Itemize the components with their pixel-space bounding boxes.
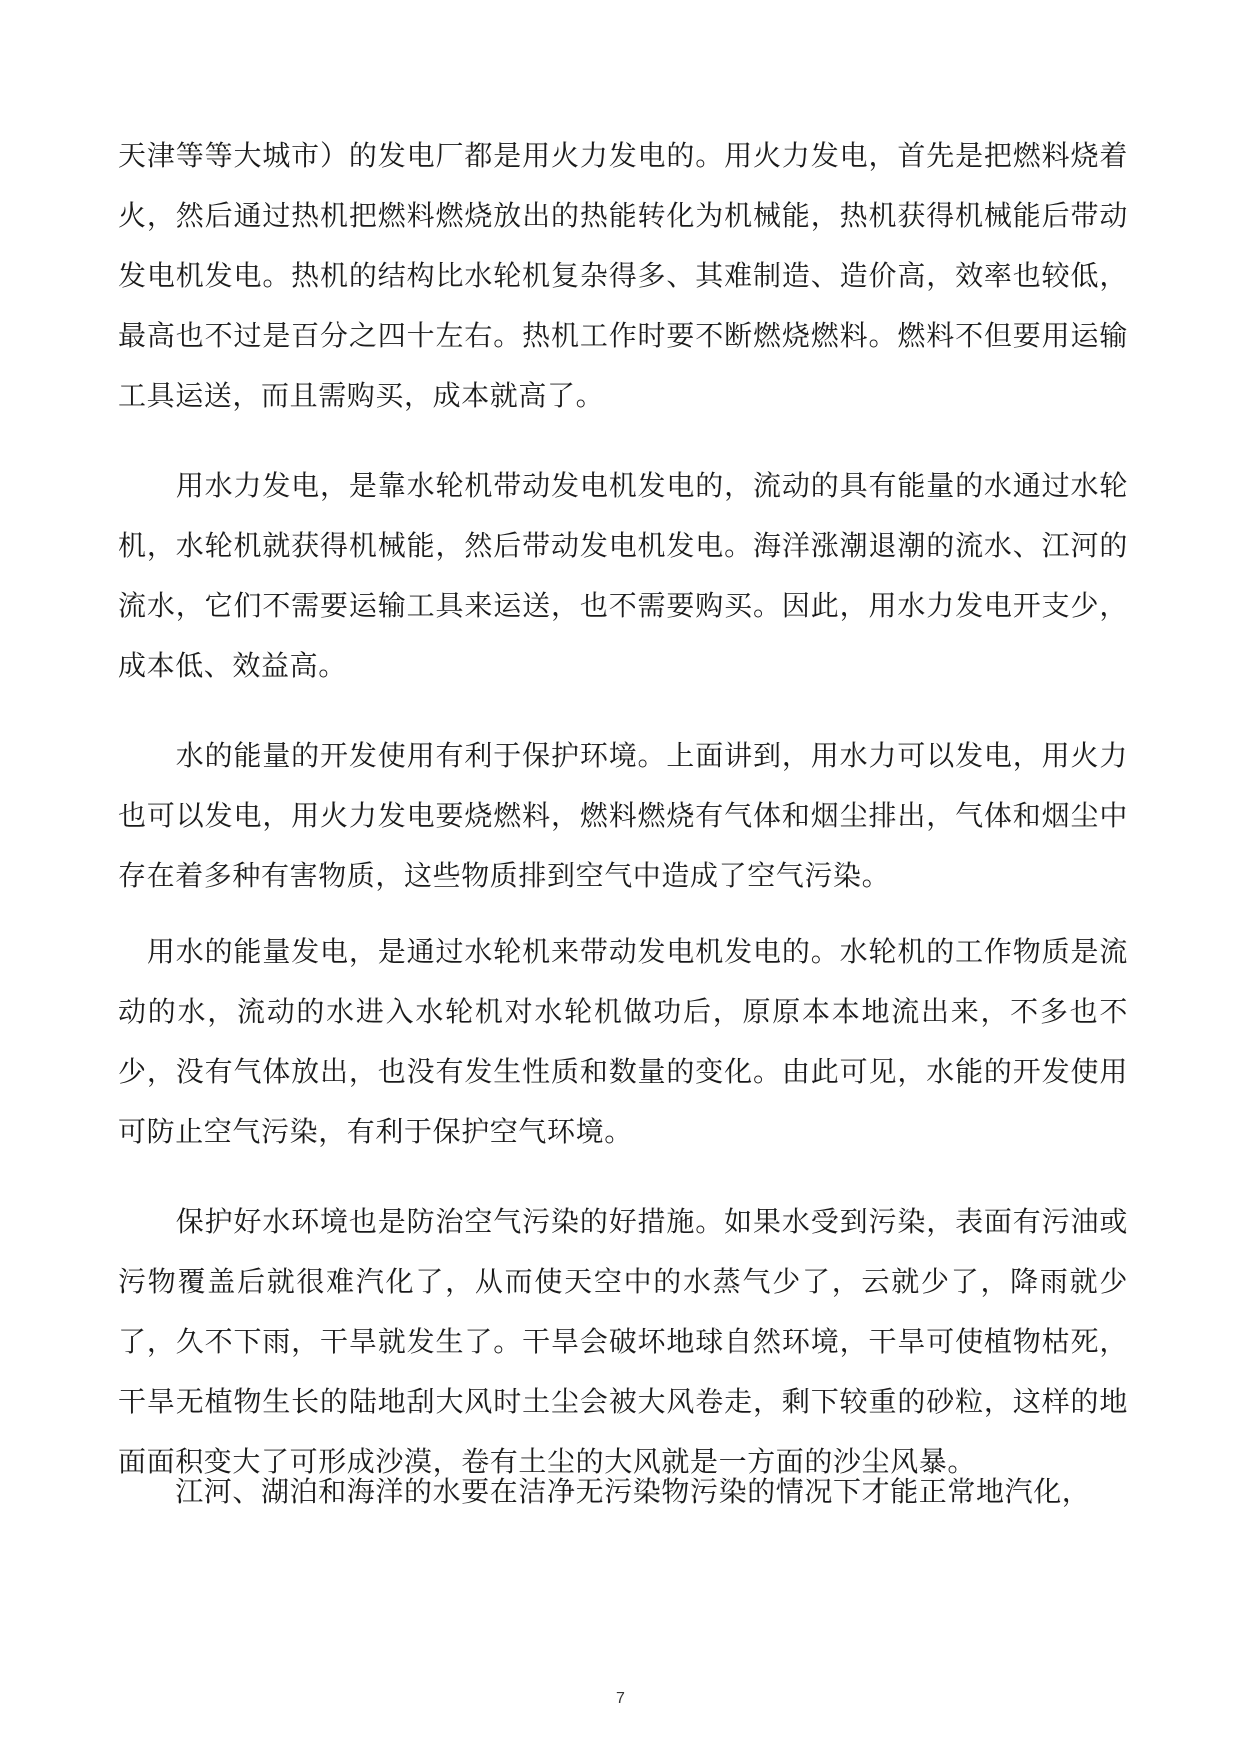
paragraph-hydro-power: 用水力发电，是靠水轮机带动发电机发电的，流动的具有能量的水通过水轮机，水轮机就获得机械能，然后带动发电机发电。海洋涨潮退潮的流水、江河的流水，它们不需要运输工具来运送，也不需要购买。因此，用水力发电开支少，成本低、效益高。	[118, 469, 1128, 682]
paragraph-environment-protection: 水的能量的开发使用有利于保护环境。上面讲到，用水力可以发电，用火力也可以发电，用火力发电要烧燃料，燃料燃烧有气体和烟尘排出，气体和烟尘中存在着多种有害物质，这些物质排到空气中造成了空气污染。	[118, 739, 1128, 892]
paragraph-thermal-power: 天津等等大城市）的发电厂都是用火力发电的。用火力发电，首先是把燃料烧着火，然后通过热机把燃料燃烧放出的热能转化为机械能，热机获得机械能后带动发电机发电。热机的结构比水轮机复杂得多、其难制造、造价高，效率也较低，最高也不过是百分之四十左右。热机工作时要不断燃烧燃料。燃料不但要用运输工具运送，而且需购买，成本就高了。	[118, 139, 1128, 412]
paragraph-evaporation: 江河、湖泊和海洋的水要在洁净无污染物污染的情况下才能正常地汽化，	[118, 1475, 1091, 1508]
paragraph-water-turbine: 用水的能量发电，是通过水轮机来带动发电机发电的。水轮机的工作物质是流动的水，流动的水进入水轮机对水轮机做功后，原原本本地流出来，不多也不少，没有气体放出，也没有发生性质和数量的变化。由此可见，水能的开发使用可防止空气污染，有利于保护空气环境。	[118, 935, 1128, 1148]
page-number: 7	[616, 1690, 625, 1707]
paragraph-water-environment: 保护好水环境也是防治空气污染的好措施。如果水受到污染，表面有污油或污物覆盖后就很难汽化了，从而使天空中的水蒸气少了，云就少了，降雨就少了，久不下雨，干旱就发生了。干旱会破坏地球自然环境，干旱可使植物枯死，干旱无植物生长的陆地刮大风时土尘会被大风卷走，剩下较重的砂粒，这样的地面面积变大了可形成沙漠，卷有土尘的大风就是一方面的沙尘风暴。	[118, 1205, 1128, 1478]
